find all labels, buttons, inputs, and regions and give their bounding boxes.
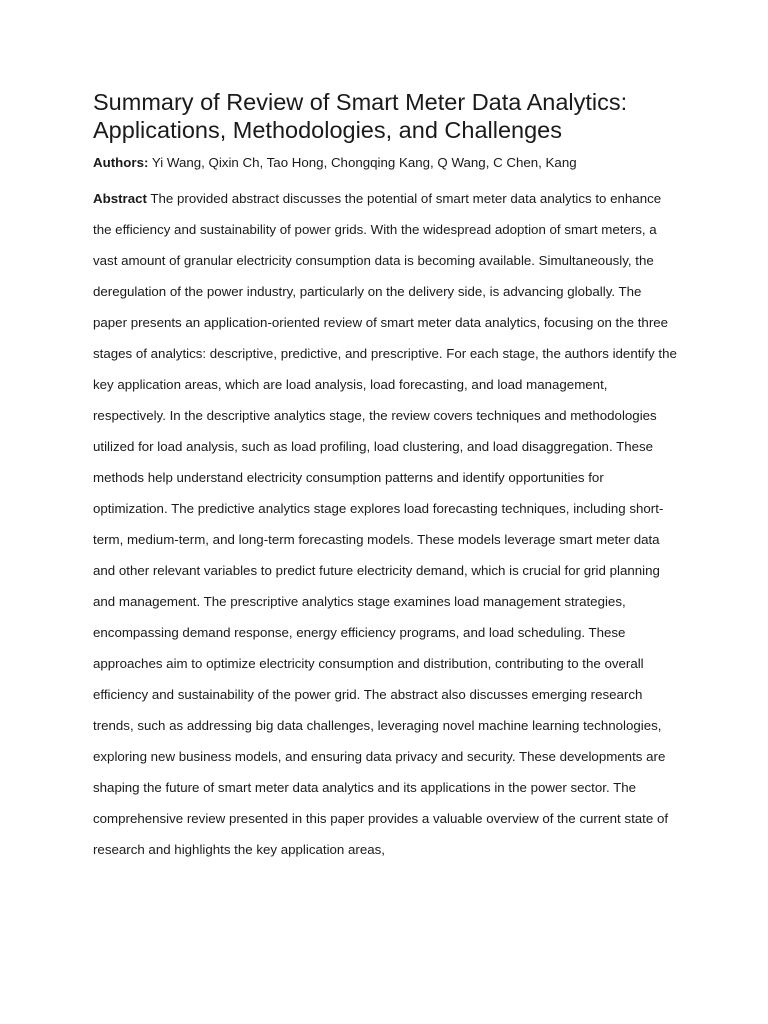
abstract-paragraph [93, 183, 678, 865]
authors-line [93, 153, 678, 173]
authors-label: Authors: [93, 155, 149, 170]
document-title: Summary of Review of Smart Meter Data Analytics: Applications, Methodologies, and Challenges [93, 89, 628, 143]
document-page [93, 88, 678, 865]
authors-names: Yi Wang, Qixin Ch, Tao Hong, Chongqing Kang, Q Wang, C Chen, Kang [148, 155, 577, 170]
abstract-label: Abstract [93, 191, 147, 206]
abstract-text: The provided abstract discusses the potential of smart meter data analytics to enhance the efficiency and sustainability of power grids. With the widespread adoption of smart meters, a vast amount of granular electricity consumption data is becoming available. Simultaneously, the deregulation of the power industry, particularly on the delivery side, is advancing globally. The paper presents an application-oriented review of smart meter data analytics, focusing on the three stages of analytics: descriptive, predictive, and prescriptive. For each stage, the authors identify the key application areas, which are load analysis, load forecasting, and load management, respectively. In the descriptive analytics stage, the review covers techniques and methodologies utilized for load analysis, such as load profiling, load clustering, and load disaggregation. These methods help understand electricity consumption patterns and identify opportunities for optimization. The predictive analytics stage explores load forecasting techniques, including short-term, medium-term, and long-term forecasting models. These models leverage smart meter data and other relevant variables to predict future electricity demand, which is crucial for grid planning and management. The prescriptive analytics stage examines load management strategies, encompassing demand response, energy efficiency programs, and load scheduling. These approaches aim to optimize electricity consumption and distribution, contributing to the overall efficiency and sustainability of the power grid. The abstract also discusses emerging research trends, such as addressing big data challenges, leveraging novel machine learning technologies, exploring new business models, and ensuring data privacy and security. These developments are shaping the future of smart meter data analytics and its applications in the power sector. The comprehensive review presented in this paper provides a valuable overview of the current state of research and highlights the key application areas, [93, 191, 677, 857]
